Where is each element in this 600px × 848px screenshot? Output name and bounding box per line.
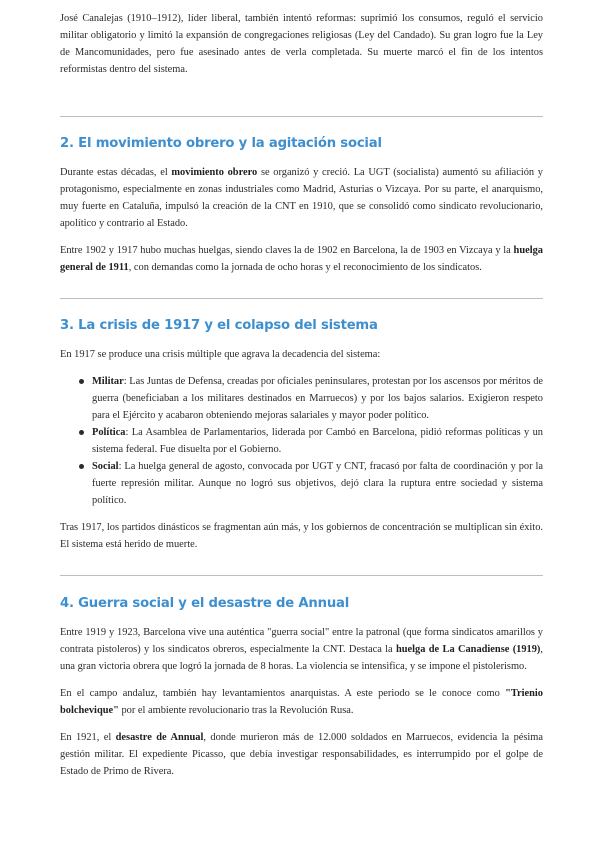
section-2-paragraph-2: Entre 1902 y 1917 hubo muchas huelgas, siendo claves la de 1902 en Barcelona, la de 1903 en Vizcaya y la huelga general de 1911, con demandas como la jornada de ocho horas y el reconocimiento de los sindicatos. bbox=[60, 245, 543, 273]
section-3-intro: En 1917 se produce una crisis múltiple que agrava la decadencia del sistema: bbox=[60, 349, 381, 360]
section-4-paragraph-1: Entre 1919 y 1923, Barcelona vive una auténtica "guerra social" entre la patronal (que forma sindicatos amarillos y contrata pistoleros) y los sindicatos obreros, especialmente la CNT. Destaca la huelga de La Canadiense (1919), una gran victoria obrera que logró la jornada de 8 horas. La violencia se intensifica, y se impone el pistolerismo. bbox=[60, 627, 543, 672]
section-divider bbox=[60, 116, 543, 117]
section-3-body bbox=[60, 346, 543, 553]
section-2-paragraph-1: Durante estas décadas, el movimiento obrero se organizó y creció. La UGT (socialista) aumentó su afiliación y protagonismo, especialmente en zonas industriales como Madrid, Asturias o Vizcaya. Por su parte, el anarquismo, muy fuerte en Cataluña, impulsó la creación de la CNT en 1910, que se consolidó como sindicato revolucionario, apolítico y contrario al Estado. bbox=[60, 167, 543, 229]
section-4-paragraph-3: En 1921, el desastre de Annual, donde murieron más de 12.000 soldados en Marruecos, evidencia la pésima gestión militar. El expediente Picasso, que debía investigar responsabilidades, es interrumpido por el golpe de Estado de Primo de Rivera. bbox=[60, 732, 544, 777]
intro-block bbox=[60, 10, 543, 78]
section-3-closing: Tras 1917, los partidos dinásticos se fragmentan aún más, y los gobiernos de concentración se multiplican sin éxito. El sistema está herido de muerte. bbox=[60, 522, 543, 550]
list-item: Militar: Las Juntas de Defensa, creadas por oficiales peninsulares, protestan por los ascensos por méritos de guerra (beneficiaban a los militares destinados en Marruecos) y por los bajos salarios. Exigieron respeto para el Ejército y acabaron obteniendo mejoras salariales y mayor poder político. bbox=[60, 373, 543, 424]
bullet-icon bbox=[79, 464, 84, 469]
section-4-paragraph-2: En el campo andaluz, también hay levantamientos anarquistas. A este periodo se le conoce como "Trienio bolchevique" por el ambiente revolucionario tras la Revolución Rusa. bbox=[60, 688, 543, 716]
section-3-heading: 3. La crisis de 1917 y el colapso del sistema bbox=[60, 318, 378, 333]
section-4-heading: 4. Guerra social y el desastre de Annual bbox=[60, 596, 350, 611]
section-2-heading: 2. El movimiento obrero y la agitación social bbox=[60, 136, 382, 151]
list-item: Política: La Asamblea de Parlamentarios, liderada por Cambó en Barcelona, pidió reformas políticas y un sistema federal. Fue disuelta por el Gobierno. bbox=[60, 424, 543, 458]
section-4-body bbox=[60, 624, 543, 780]
bullet-icon bbox=[79, 379, 84, 384]
list-item: Social: La huelga general de agosto, convocada por UGT y CNT, fracasó por falta de coordinación y por la fuerte represión militar. Aunque no logró sus objetivos, dejó clara la ruptura entre sociedad y sistema político. bbox=[60, 458, 543, 509]
section-2-body bbox=[60, 164, 543, 276]
intro-paragraph: José Canalejas (1910–1912), líder liberal, también intentó reformas: suprimió los consumos, reguló el servicio militar obligatorio y limitó la expansión de congregaciones religiosas (Ley del Candado). Su gran logro fue la Ley de Mancomunidades, pero fue asesinado antes de verla completada. Su muerte marcó el fin de los intentos reformistas dentro del sistema. bbox=[60, 13, 543, 75]
crisis-list bbox=[60, 373, 543, 509]
section-divider bbox=[60, 298, 543, 299]
section-divider bbox=[60, 575, 543, 576]
bullet-icon bbox=[79, 430, 84, 435]
